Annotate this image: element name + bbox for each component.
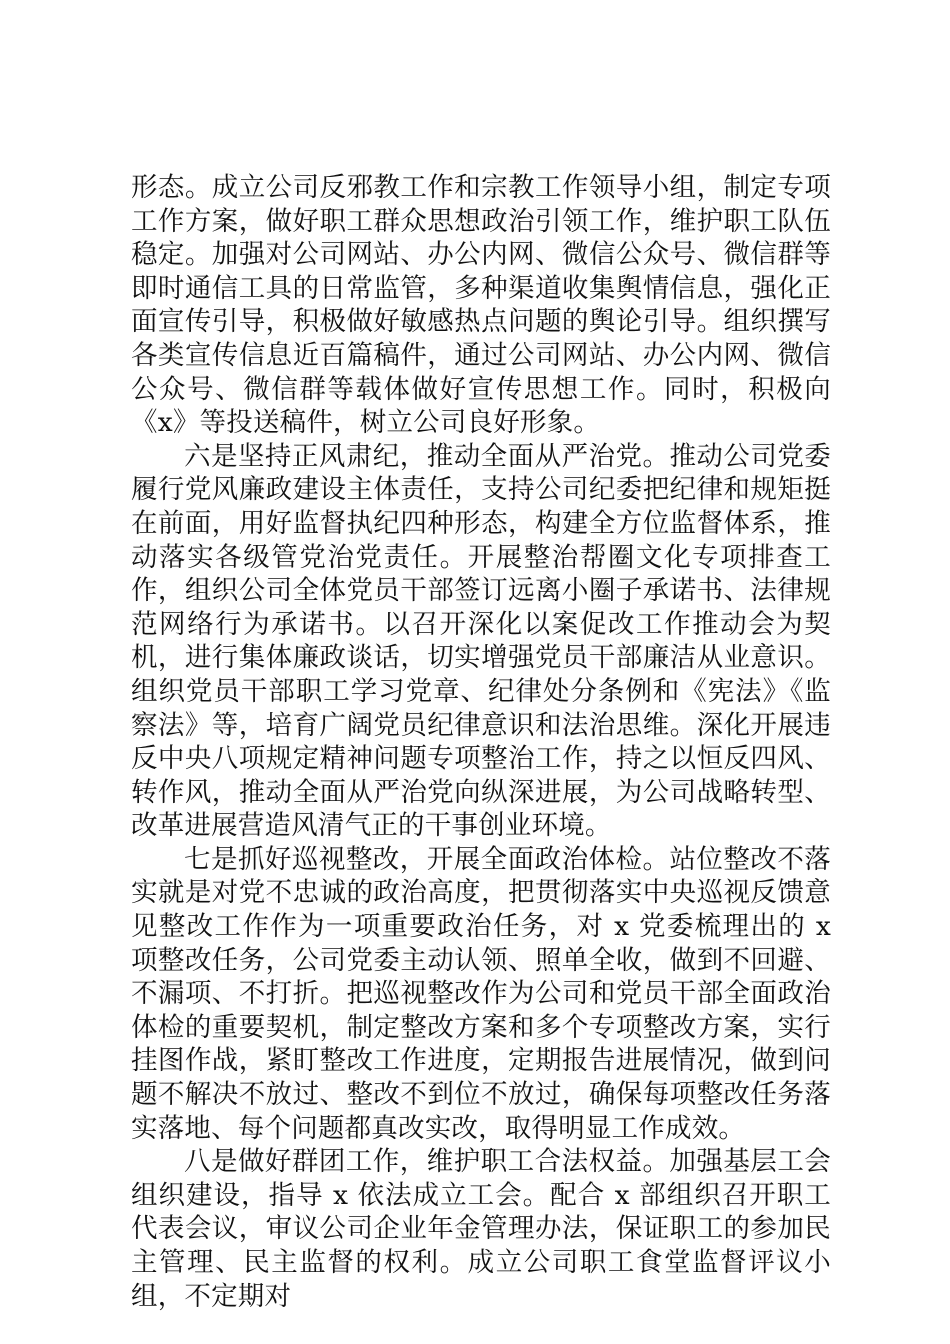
paragraph-continuation: 形态。成立公司反邪教工作和宗教工作领导小组，制定专项工作方案，做好职工群众思想政治引领工作，维护职工队伍稳定。加强对公司网站、办公内网、微信公众号、微信群等即时通信工具的日常监管，多种渠道收集舆情信息，强化正面宣传引导，积极做好敏感热点问题的舆论引导。组织撰写各类宣传信息近百篇稿件，通过公司网站、办公内网、微信公众号、微信群等载体做好宣传思想工作。同时，积极向《x》等投送稿件，树立公司良好形象。: [131, 172, 831, 439]
paragraph-six: 六是坚持正风肃纪，推动全面从严治党。推动公司党委履行党风廉政建设主体责任，支持公司纪委把纪律和规矩挺在前面，用好监督执纪四种形态，构建全方位监督体系，推动落实各级管党治党责任。开展整治帮圈文化专项排查工作，组织公司全体党员干部签订远离小圈子承诺书、法律规范网络行为承诺书。以召开深化以案促改工作推动会为契机，进行集体廉政谈话，切实增强党员干部廉洁从业意识。组织党员干部职工学习党章、纪律处分条例和《宪法》《监察法》等，培育广阔党员纪律意识和法治思维。深化开展违反中央八项规定精神问题专项整治工作，持之以恒反四风、转作风，推动全面从严治党向纵深进展，为公司战略转型、改革进展营造风清气正的干事创业环境。: [131, 440, 831, 842]
paragraph-eight: 八是做好群团工作，维护职工合法权益。加强基层工会组织建设，指导 x 依法成立工会。配合 x 部组织召开职工代表会议，审议公司企业年金管理办法，保证职工的参加民主管理、民主监督的权利。成立公司职工食堂监督评议小组，不定期对: [131, 1146, 831, 1312]
body-text: [131, 171, 831, 1313]
paragraph-seven: 七是抓好巡视整改，开展全面政治体检。站位整改不落实就是对党不忠诚的政治高度，把贯彻落实中央巡视反馈意见整改工作作为一项重要政治任务，对 x 党委梳理出的 x 项整改任务，公司党委主动认领、照单全收，做到不回避、不漏项、不打折。把巡视整改作为公司和党员干部全面政治体检的重要契机，制定整改方案和多个专项整改方案，实行挂图作战，紧盯整改工作进度，定期报告进展情况，做到问题不解决不放过、整改不到位不放过，确保每项整改任务落实落地、每个问题都真改实改，取得明显工作成效。: [131, 843, 831, 1144]
